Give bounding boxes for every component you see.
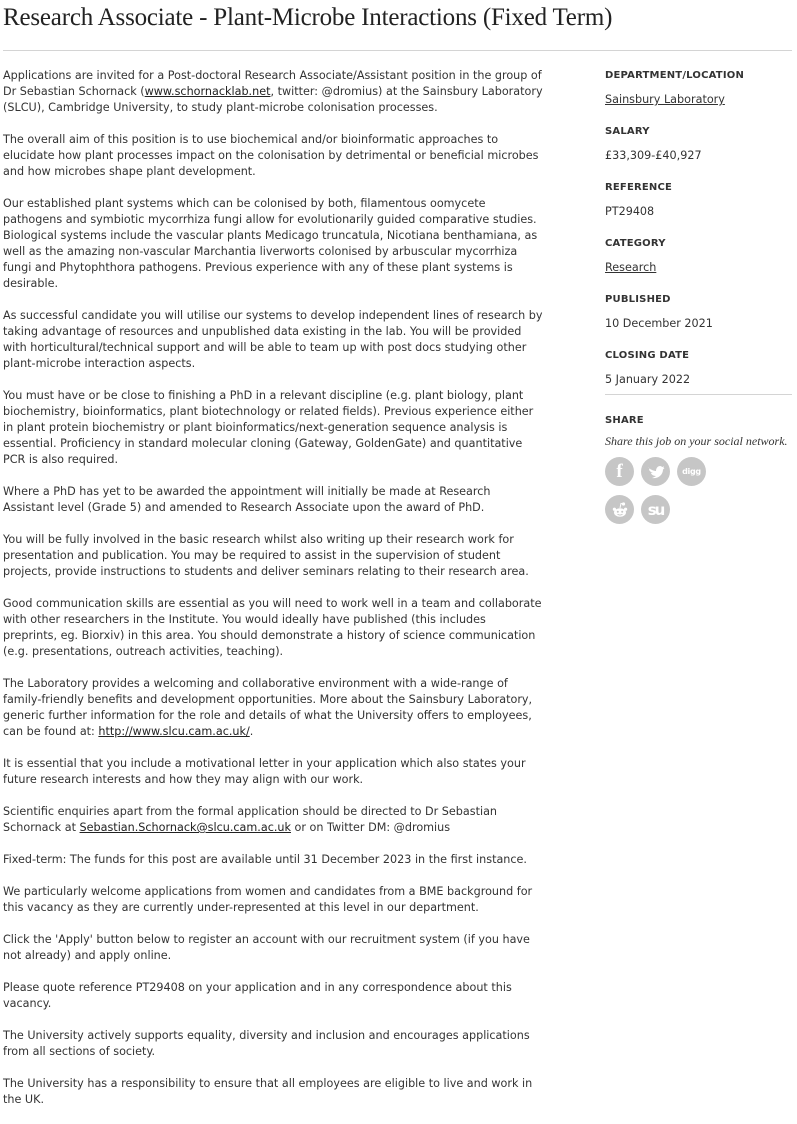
twitter-icon[interactable] bbox=[641, 457, 670, 486]
contact-email-link[interactable]: Sebastian.Schornack@slcu.cam.ac.uk bbox=[79, 821, 291, 834]
salary-value: £33,309-£40,927 bbox=[605, 149, 702, 162]
reference-value: PT29408 bbox=[605, 205, 655, 218]
paragraph-involvement: You will be fully involved in the basic research whilst also writing up their research work for presentation and publication. You may be required to assist in the supervision of student projects, provide instructions to students and deliver seminars relating to their research area. bbox=[3, 533, 529, 578]
paragraph-diversity: We particularly welcome applications from women and candidates from a BME background for this vacancy as they are currently under-represented at this level in our department. bbox=[3, 885, 533, 914]
paragraph-letter: It is essential that you include a motivational letter in your application which also states your future research interests and how they may align with our work. bbox=[3, 757, 526, 786]
title-divider bbox=[3, 50, 792, 51]
paragraph-fixed-term: Fixed-term: The funds for this post are available until 31 December 2023 in the first instance. bbox=[3, 853, 527, 866]
paragraph-grade: Where a PhD has yet to be awarded the appointment will initially be made at Research Assistant level (Grade 5) and amended to Research Associate upon the award of PhD. bbox=[3, 485, 491, 514]
share-text: Share this job on your social network. bbox=[605, 434, 788, 448]
reddit-icon[interactable] bbox=[605, 495, 634, 524]
reference-label: REFERENCE bbox=[605, 182, 673, 193]
department-link[interactable]: Sainsbury Laboratory bbox=[605, 93, 725, 106]
paragraph-enquiries: Scientific enquiries apart from the formal application should be directed to Dr Sebastian Schornack at Sebastian.Schornack@slcu.cam.ac.uk or on Twitter DM: @dromius bbox=[3, 805, 498, 834]
share-label: SHARE bbox=[605, 415, 644, 426]
category-link[interactable]: Research bbox=[605, 261, 657, 274]
lab-website-link[interactable]: www.schornacklab.net bbox=[144, 85, 271, 98]
paragraph-laboratory: The Laboratory provides a welcoming and collaborative environment with a wide-range of family-friendly benefits and development opportunities. More about the Sainsbury Laboratory, generic further information for the role and details of what the University offers to employees, can be found at: http://www.slcu.cam.ac.uk/. bbox=[3, 677, 533, 738]
paragraph-systems: Our established plant systems which can be colonised by both, filamentous oomycete pathogens and symbiotic mycorrhiza fungi allow for evolutionarily guided comparative studies. Biological systems include the vascular plants Medicago truncatula, Nicotiana benthamiana, as well as the amazing non-vascular Marchantia liverworts colonised by arbuscular mycorrhiza fungi and Phytophthora pathogens. Previous experience with any of these plant systems is desirable. bbox=[3, 197, 538, 290]
closing-date-label: CLOSING DATE bbox=[605, 350, 690, 361]
department-label: DEPARTMENT/LOCATION bbox=[605, 70, 745, 81]
category-label: CATEGORY bbox=[605, 238, 666, 249]
paragraph-intro: Applications are invited for a Post-doctoral Research Associate/Assistant position in the group of Dr Sebastian Schornack (www.schornacklab.net, twitter: @dromius) at the Sainsbury Laboratory (SLCU), Cambridge University, to study plant-microbe colonisation processes. bbox=[3, 69, 543, 114]
slcu-website-link[interactable]: http://www.slcu.cam.ac.uk/ bbox=[98, 725, 250, 738]
salary-label: SALARY bbox=[605, 126, 650, 137]
paragraph-apply: Click the 'Apply' button below to register an account with our recruitment system (if you have not already) and apply online. bbox=[3, 933, 530, 962]
paragraph-equality: The University actively supports equality, diversity and inclusion and encourages applications from all sections of society. bbox=[3, 1029, 530, 1058]
stumbleupon-icon[interactable]: su bbox=[641, 495, 670, 524]
paragraph-communication: Good communication skills are essential as you will need to work well in a team and collaborate with other researchers in the Institute. You would ideally have published (this includes preprints, eg. Biorxiv) in this area. You should demonstrate a history of science communication (e.g. presentations, outreach activities, teaching). bbox=[3, 597, 542, 658]
published-value: 10 December 2021 bbox=[605, 317, 713, 330]
paragraph-reference: Please quote reference PT29408 on your application and in any correspondence about this vacancy. bbox=[3, 981, 512, 1010]
closing-date-value: 5 January 2022 bbox=[605, 373, 691, 386]
social-icons bbox=[605, 457, 792, 537]
paragraph-eligibility: The University has a responsibility to ensure that all employees are eligible to live and work in the UK. bbox=[3, 1077, 533, 1106]
paragraph-aim: The overall aim of this position is to use biochemical and/or bioinformatic approaches to elucidate how plant processes impact on the colonisation by detrimental or beneficial microbes and how microbes shape plant development. bbox=[3, 133, 539, 178]
page-title: Research Associate - Plant-Microbe Interactions (Fixed Term) bbox=[3, 4, 613, 31]
job-description bbox=[3, 68, 543, 1124]
sidebar-divider bbox=[605, 394, 792, 395]
paragraph-requirements: You must have or be close to finishing a PhD in a relevant discipline (e.g. plant biology, plant biochemistry, bioinformatics, plant biotechnology or related fields). Previous experience either in plant protein biochemistry or plant bioinformatics/next-generation sequence analysis is essential. Proficiency in standard molecular cloning (Gateway, GoldenGate) and quantitative PCR is also required. bbox=[3, 389, 534, 466]
paragraph-candidate: As successful candidate you will utilise our systems to develop independent lines of research by taking advantage of resources and unpublished data existing in the lab. You will be provided with horticultural/technical support and will be able to team up with post docs studying other plant-microbe interaction aspects. bbox=[3, 309, 543, 370]
digg-icon[interactable]: digg bbox=[677, 457, 706, 486]
facebook-icon[interactable]: f bbox=[605, 457, 634, 486]
job-details-sidebar bbox=[605, 69, 792, 537]
published-label: PUBLISHED bbox=[605, 294, 671, 305]
